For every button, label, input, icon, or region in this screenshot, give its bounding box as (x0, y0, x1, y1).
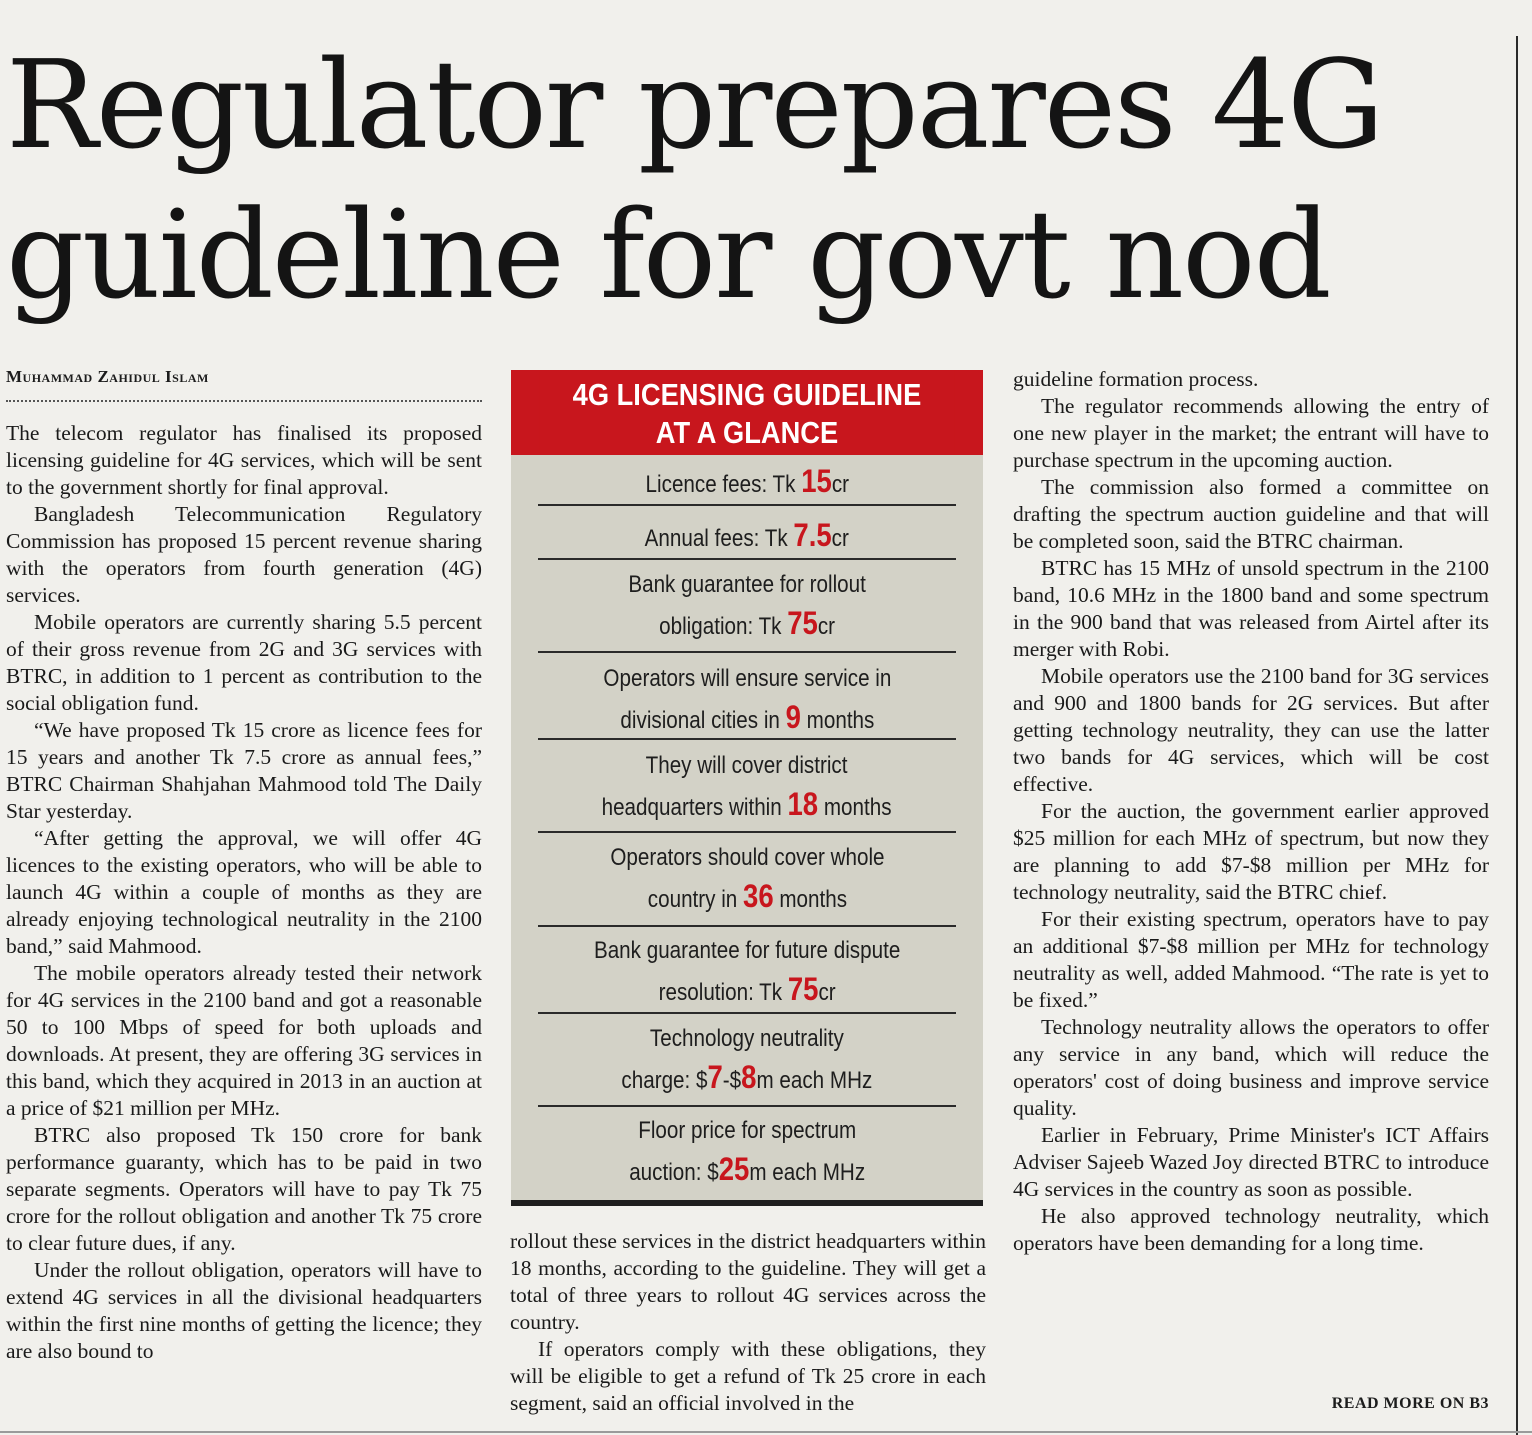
infobox-item-whole-country: Operators should cover whole country in 36 months (609, 844, 885, 914)
page-bottom-rule (0, 1431, 1532, 1433)
paragraph: Under the rollout obligation, operators will have to extend 4G services in all the divisional headquarters within the first nine months of getting the licence; they are also bound to (6, 1258, 482, 1363)
infobox-item-district-headquarters: They will cover district headquarters within 18 months (602, 752, 892, 822)
highlight-value: 36 (742, 878, 774, 914)
infobox-item-annual-fees: Annual fees: Tk 7.5cr (644, 517, 850, 553)
paragraph: rollout these services in the district headquarters within 18 months, according to the guideline. They will get a total of three years to rollout 4G services across the country. (510, 1229, 986, 1334)
licensing-infobox (511, 370, 983, 1206)
infobox-divider (538, 925, 956, 927)
infobox-title-line-2: AT A GLANCE (655, 415, 839, 450)
highlight-value: 18 (787, 786, 819, 822)
highlight-value: 9 (785, 699, 801, 735)
article-column-1 (6, 420, 482, 1365)
byline-divider (6, 400, 482, 402)
highlight-value: 15 (800, 463, 832, 499)
infobox-divider (538, 738, 956, 740)
infobox-divider (538, 558, 956, 560)
paragraph: BTRC has 15 MHz of unsold spectrum in the 2100 band, 10.6 MHz in the 1800 band and some spectrum in the 900 band that was released from Airtel after its merger with Robi. (1013, 556, 1489, 661)
paragraph: For their existing spectrum, operators have to pay an additional $7-$8 million per MHz for technology neutrality as well, added Mahmood. “The rate is yet to be fixed.” (1013, 907, 1489, 1012)
paragraph: guideline formation process. (1013, 367, 1259, 391)
article-column-2 (510, 1228, 986, 1417)
infobox-divider (538, 651, 956, 653)
page-border-rule (1516, 36, 1518, 1435)
infobox-item-dispute-guarantee: Bank guarantee for future dispute resolution: Tk 75cr (593, 937, 901, 1007)
paragraph: The commission also formed a committee on drafting the spectrum auction guideline and that will be completed soon, said the BTRC chairman. (1013, 475, 1489, 553)
infobox-item-neutrality-charge: Technology neutrality charge: $7-$8m each MHz (621, 1025, 873, 1095)
infobox-divider (538, 1012, 956, 1014)
infobox-divider (538, 1105, 956, 1107)
paragraph: “We have proposed Tk 15 crore as licence fees for 15 years and another Tk 7.5 crore as annual fees,” BTRC Chairman Shahjahan Mahmood told The Daily Star yesterday. (6, 718, 482, 823)
highlight-value: 75 (787, 971, 819, 1007)
highlight-value: 25 (718, 1151, 750, 1187)
highlight-value: 7.5 (793, 517, 832, 553)
infobox-item-floor-price: Floor price for spectrum auction: $25m each MHz (629, 1117, 865, 1187)
infobox-divider (538, 504, 956, 506)
article-column-3 (1013, 366, 1489, 1257)
paragraph: Earlier in February, Prime Minister's ICT Affairs Adviser Sajeeb Wazed Joy directed BTRC to introduce 4G services in the country as soon as possible. (1013, 1123, 1489, 1201)
paragraph: If operators comply with these obligations, they will be eligible to get a refund of Tk 25 crore in each segment, said an official involved in the (510, 1337, 986, 1415)
read-more-link: READ MORE ON B3 (1331, 1395, 1489, 1412)
paragraph: BTRC also proposed Tk 150 crore for bank performance guaranty, which has to be paid in two separate segments. Operators will have to pay Tk 75 crore for the rollout obligation and another Tk 75 crore to clear future dues, if any. (6, 1123, 482, 1255)
byline: Muhammad Zahidul Islam (6, 367, 209, 386)
paragraph: Mobile operators use the 2100 band for 3G services and 900 and 1800 bands for 2G services. But after getting technology neutrality, they can use the latter two bands for 4G services, which will be cost effective. (1013, 664, 1489, 796)
infobox-item-rollout-guarantee: Bank guarantee for rollout obligation: Tk 75cr (628, 571, 866, 641)
headline (6, 30, 1506, 330)
highlight-value: 8 (741, 1059, 757, 1095)
headline-line-2: guideline for govt nod (6, 184, 1330, 326)
highlight-value: 75 (787, 605, 818, 641)
paragraph: Technology neutrality allows the operators to offer any service in any band, which will reduce the operators' cost of doing business and improve service quality. (1013, 1015, 1489, 1120)
infobox-header (511, 370, 983, 455)
infobox-divider (538, 831, 956, 833)
paragraph: The regulator recommends allowing the entry of one new player in the market; the entrant will have to purchase spectrum in the upcoming auction. (1013, 394, 1489, 472)
paragraph: Mobile operators are currently sharing 5.5 percent of their gross revenue from 2G and 3G services with BTRC, in addition to 1 percent as contribution to the social obligation fund. (6, 610, 482, 715)
paragraph: For the auction, the government earlier approved $25 million for each MHz of spectrum, but now they are planning to add $7-$8 million per MHz for technology neutrality, said the BTRC chief. (1013, 799, 1489, 904)
infobox-title-line-1: 4G LICENSING GUIDELINE (572, 377, 922, 412)
paragraph: The telecom regulator has finalised its proposed licensing guideline for 4G services, which will be sent to the government shortly for final approval. (6, 421, 482, 499)
headline-line-1: Regulator prepares 4G (6, 34, 1383, 176)
paragraph: The mobile operators already tested their network for 4G services in the 2100 band and got a reasonable 50 to 100 Mbps of speed for both uploads and downloads. At present, they are offering 3G services in this band, which they acquired in 2013 in an auction at a price of $21 million per MHz. (6, 961, 482, 1120)
paragraph: “After getting the approval, we will offer 4G licences to the existing operators, who will be able to launch 4G within a couple of months as they are already enjoying technological neutrality in the 2100 band,” said Mahmood. (6, 826, 482, 958)
infobox-item-licence-fees: Licence fees: Tk 15cr (645, 463, 849, 499)
paragraph: Bangladesh Telecommunication Regulatory Commission has proposed 15 percent revenue sharing with the operators from fourth generation (4G) services. (6, 502, 482, 607)
paragraph: He also approved technology neutrality, which operators have been demanding for a long time. (1013, 1204, 1489, 1255)
highlight-value: 7 (707, 1059, 723, 1095)
infobox-item-divisional-cities: Operators will ensure service in divisional cities in 9 months (603, 665, 891, 735)
